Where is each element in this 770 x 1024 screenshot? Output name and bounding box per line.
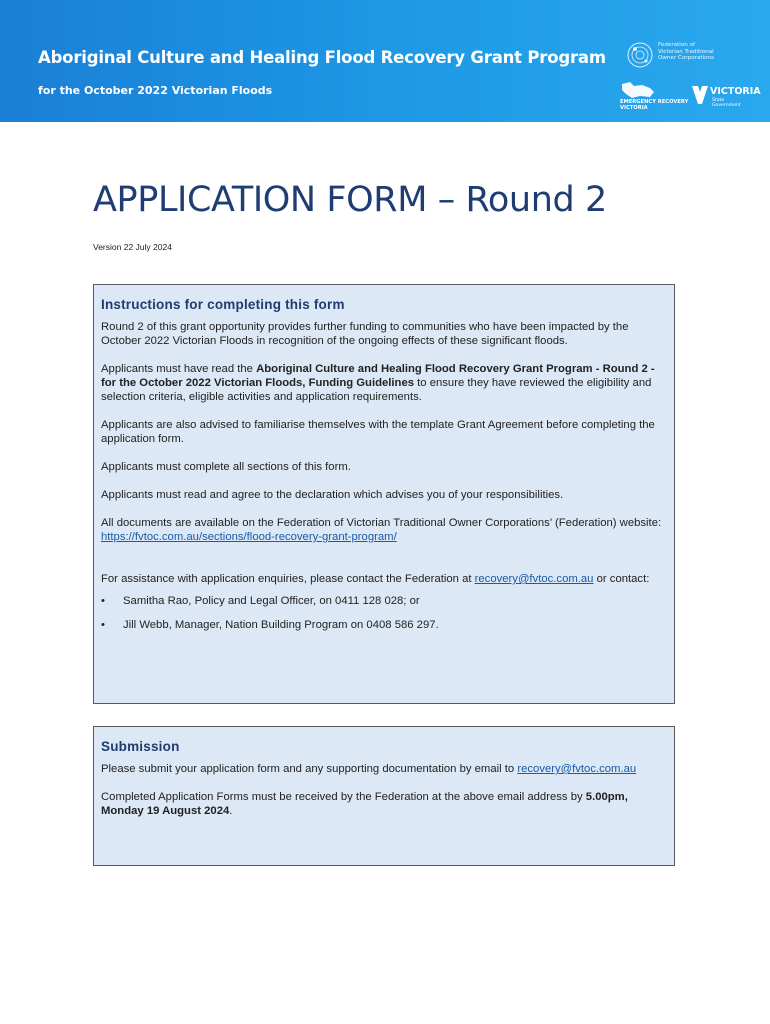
instructions-paragraph-assistance xyxy=(101,572,667,586)
submission-prefix: Please submit your application form and any supporting documentation by email to xyxy=(101,763,518,775)
submission-heading: Submission xyxy=(101,739,180,754)
instructions-paragraph-guidelines xyxy=(101,362,667,404)
guidelines-title: Aboriginal Culture and Healing Flood Recovery Grant Program - Round 2 - for the October 2022 Victorian Floods, Funding Guidelines xyxy=(101,363,655,389)
version-date: Version 22 July 2024 xyxy=(93,242,172,252)
victoria-government-logo xyxy=(690,80,761,116)
instructions-panel xyxy=(93,284,675,704)
submission-paragraph-deadline xyxy=(101,790,667,818)
header-banner xyxy=(0,0,770,122)
victoria-map-icon xyxy=(620,80,656,100)
assistance-prefix: For assistance with application enquiries, please contact the Federation at xyxy=(101,573,475,585)
list-item xyxy=(101,618,667,632)
page-title: APPLICATION FORM – Round 2 xyxy=(93,180,607,220)
instructions-heading: Instructions for completing this form xyxy=(101,297,345,312)
federation-logo-text: Federation of Victorian Traditional Owner Corporations xyxy=(658,42,715,62)
deadline-prefix: Completed Application Forms must be received by the Federation at the above email address by xyxy=(101,791,586,803)
instructions-paragraph-declaration: Applicants must read and agree to the declaration which advises you of your responsibilities. xyxy=(101,489,564,501)
program-title: Aboriginal Culture and Healing Flood Recovery Grant Program xyxy=(38,48,606,67)
instructions-paragraph-agreement: Applicants are also advised to familiarise themselves with the template Grant Agreement before completing the application form. xyxy=(101,419,655,445)
emergency-recovery-text: EMERGENCY RECOVERY VICTORIA xyxy=(620,99,689,111)
contact-text: Samitha Rao, Policy and Legal Officer, on 0411 128 028; or xyxy=(123,595,420,607)
submission-email-link[interactable]: recovery@fvtoc.com.au xyxy=(517,763,637,775)
instructions-paragraph-documents xyxy=(101,516,667,544)
federation-website-link[interactable]: https://fvtoc.com.au/sections/flood-recovery-grant-program/ xyxy=(101,531,397,543)
documents-prefix: All documents are available on the Federation of Victorian Traditional Owner Corporations’ (Federation) website: xyxy=(101,517,662,529)
contacts-list xyxy=(101,594,667,632)
victoria-state-icon xyxy=(690,80,710,110)
deadline-suffix: . xyxy=(229,805,233,817)
submission-paragraph-email xyxy=(101,762,667,776)
bullet-icon: • xyxy=(101,595,105,607)
victoria-logo-word: VICTORIA xyxy=(710,86,761,97)
list-item xyxy=(101,594,667,608)
guidelines-suffix: to ensure they have reviewed the eligibility and selection criteria, eligible activities and application requirements. xyxy=(101,377,652,403)
victoria-logo-subtext: State Government xyxy=(712,98,741,108)
deadline-date: 5.00pm, Monday 19 August 2024 xyxy=(101,791,628,817)
program-subtitle: for the October 2022 Victorian Floods xyxy=(38,84,273,97)
federation-logo xyxy=(626,40,746,74)
recovery-email-link[interactable]: recovery@fvtoc.com.au xyxy=(474,573,594,585)
federation-emblem-icon xyxy=(626,40,656,70)
instructions-paragraph-round2: Round 2 of this grant opportunity provides further funding to communities who have been impacted by the October 2022 Victorian Floods in recognition of the ongoing effects of these significant floods. xyxy=(101,321,629,347)
instructions-paragraph-complete: Applicants must complete all sections of this form. xyxy=(101,461,351,473)
assistance-suffix: or contact: xyxy=(593,573,650,585)
submission-panel xyxy=(93,726,675,866)
bullet-icon: • xyxy=(101,619,105,631)
guidelines-prefix: Applicants must have read the xyxy=(101,363,257,375)
contact-text: Jill Webb, Manager, Nation Building Program on 0408 586 297. xyxy=(123,619,439,631)
